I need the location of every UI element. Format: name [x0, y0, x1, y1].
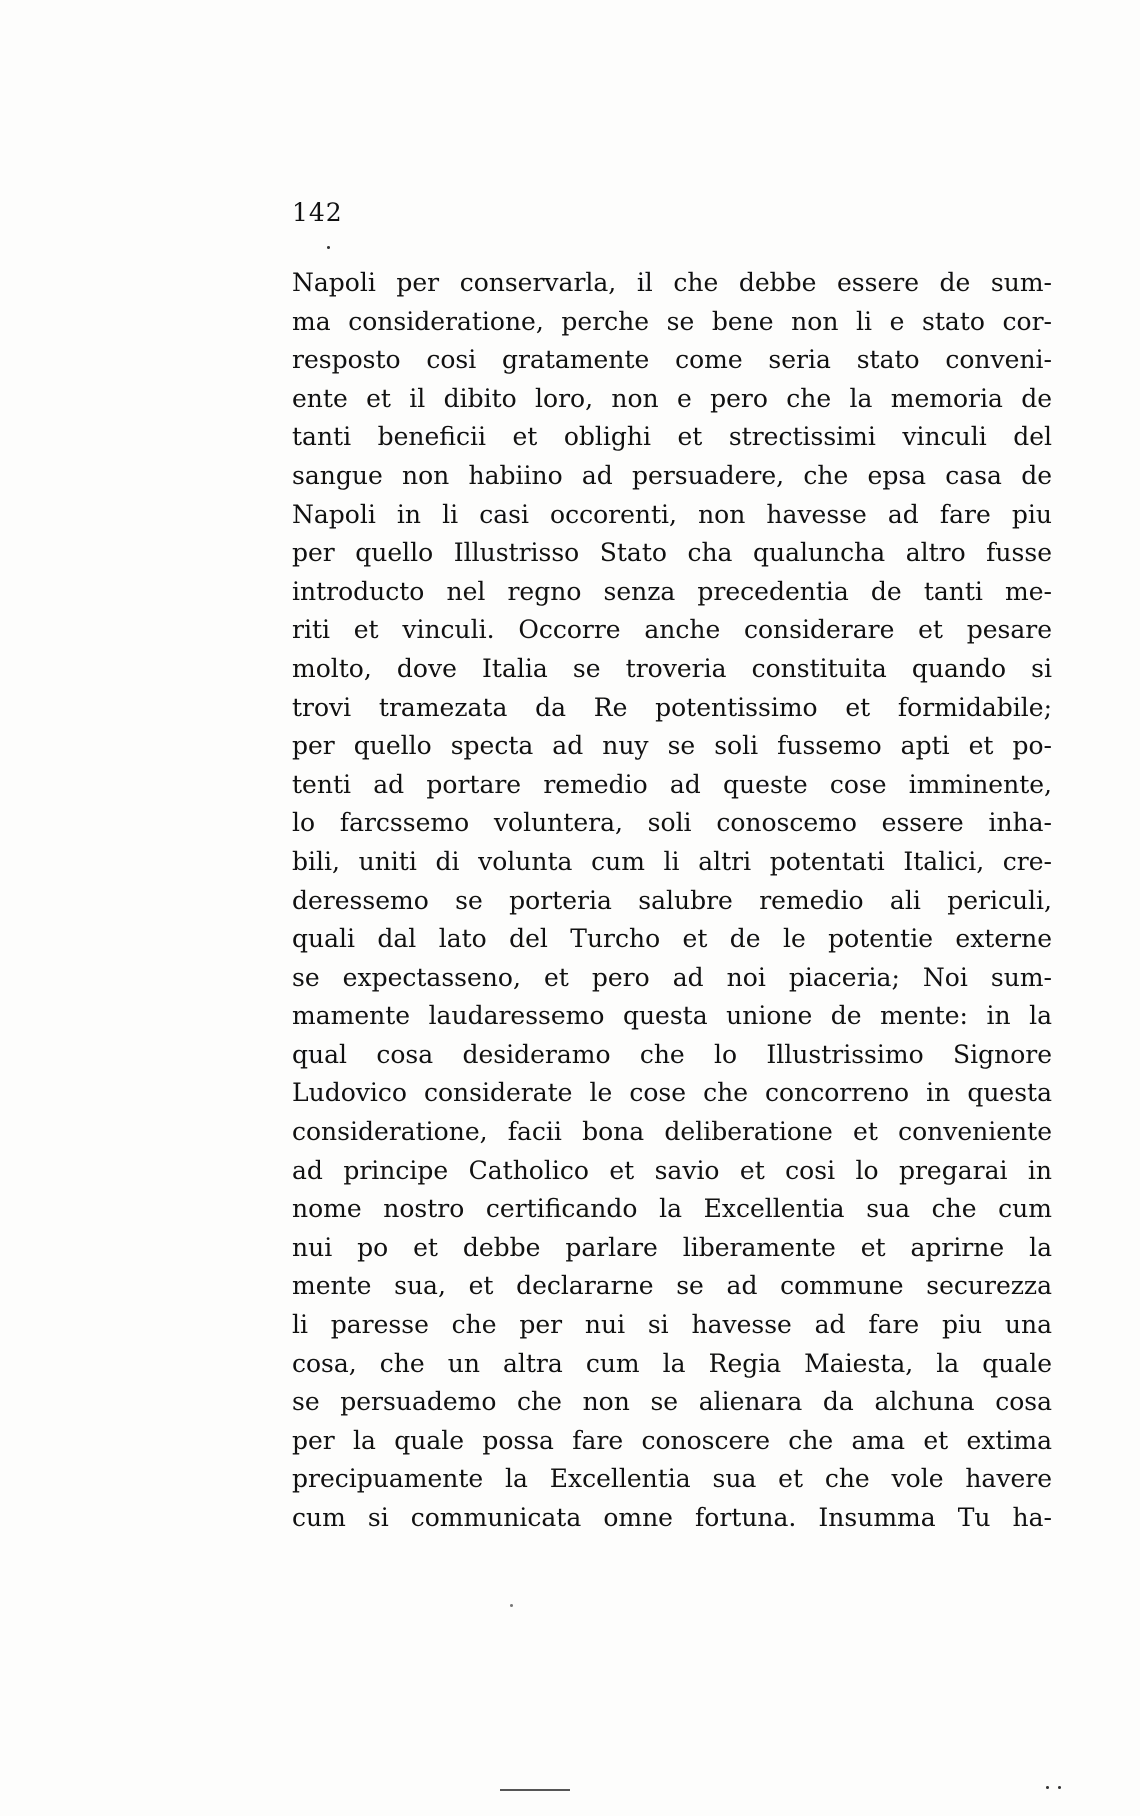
body-text [292, 264, 1052, 1538]
text-line: per quello specta ad nuy se soli fussemo apti et po- [292, 731, 1052, 761]
text-line: se persuademo che non se alienara da alchuna cosa [292, 1387, 1052, 1417]
print-speck [1046, 1786, 1049, 1789]
text-line: mamente laudaressemo questa unione de mente: in la [292, 1001, 1052, 1031]
text-line: molto, dove Italia se troveria constituita quando si [292, 653, 1052, 683]
text-line: deressemo se porteria salubre remedio ali periculi, [292, 885, 1052, 915]
text-line: tanti beneficii et oblighi et strectissimi vinculi del [292, 422, 1052, 452]
text-line: sangue non habiino ad persuadere, che epsa casa de [292, 460, 1052, 490]
footer-rule [500, 1789, 570, 1791]
text-line: riti et vinculi. Occorre anche considerare et pesare [292, 615, 1052, 645]
print-speck [1058, 1786, 1061, 1789]
text-line: nome nostro certificando la Excellentia sua che cum [292, 1194, 1052, 1224]
text-line: ad principe Catholico et savio et cosi lo pregarai in [292, 1155, 1052, 1185]
text-line: Napoli per conservarla, il che debbe essere de sum- [292, 268, 1052, 297]
print-speck [510, 1604, 513, 1607]
text-line: Ludovico considerate le cose che concorreno in questa [292, 1078, 1052, 1108]
text-line: tenti ad portare remedio ad queste cose imminente, [292, 769, 1052, 799]
text-line: per quello Illustrisso Stato cha qualuncha altro fusse [292, 538, 1052, 568]
text-line: se expectasseno, et pero ad noi piaceria; Noi sum- [292, 962, 1052, 992]
text-line: introducto nel regno senza precedentia de tanti me- [292, 576, 1052, 606]
text-line: ma consideratione, perche se bene non li e stato cor- [292, 306, 1052, 336]
text-line: lo farcssemo voluntera, soli conoscemo essere inha- [292, 808, 1052, 838]
text-line: Napoli in li casi occorenti, non havesse ad fare piu [292, 499, 1052, 529]
page-number: 142 [292, 198, 343, 227]
text-line: mente sua, et declararne se ad commune securezza [292, 1271, 1052, 1301]
text-line: resposto cosi gratamente come seria stato conveni- [292, 345, 1052, 375]
text-line: nui po et debbe parlare liberamente et aprirne la [292, 1232, 1052, 1262]
text-line: bili, uniti di volunta cum li altri potentati Italici, cre- [292, 846, 1052, 876]
text-line: consideratione, facii bona deliberatione et conveniente [292, 1117, 1052, 1147]
text-line: li paresse che per nui si havesse ad fare piu una [292, 1310, 1052, 1340]
text-line: cosa, che un altra cum la Regia Maiesta, la quale [292, 1348, 1052, 1378]
print-speck [327, 246, 330, 249]
text-line: qual cosa desideramo che lo Illustrissimo Signore [292, 1039, 1052, 1069]
text-line: per la quale possa fare conoscere che ama et extima [292, 1425, 1052, 1455]
text-line: precipuamente la Excellentia sua et che vole havere [292, 1464, 1052, 1494]
text-line: trovi tramezata da Re potentissimo et formidabile; [292, 692, 1052, 722]
text-line: quali dal lato del Turcho et de le potentie externe [292, 924, 1052, 954]
text-line: cum si communicata omne fortuna. Insumma Tu ha- [292, 1503, 1052, 1532]
text-line: ente et il dibito loro, non e pero che la memoria de [292, 383, 1052, 413]
